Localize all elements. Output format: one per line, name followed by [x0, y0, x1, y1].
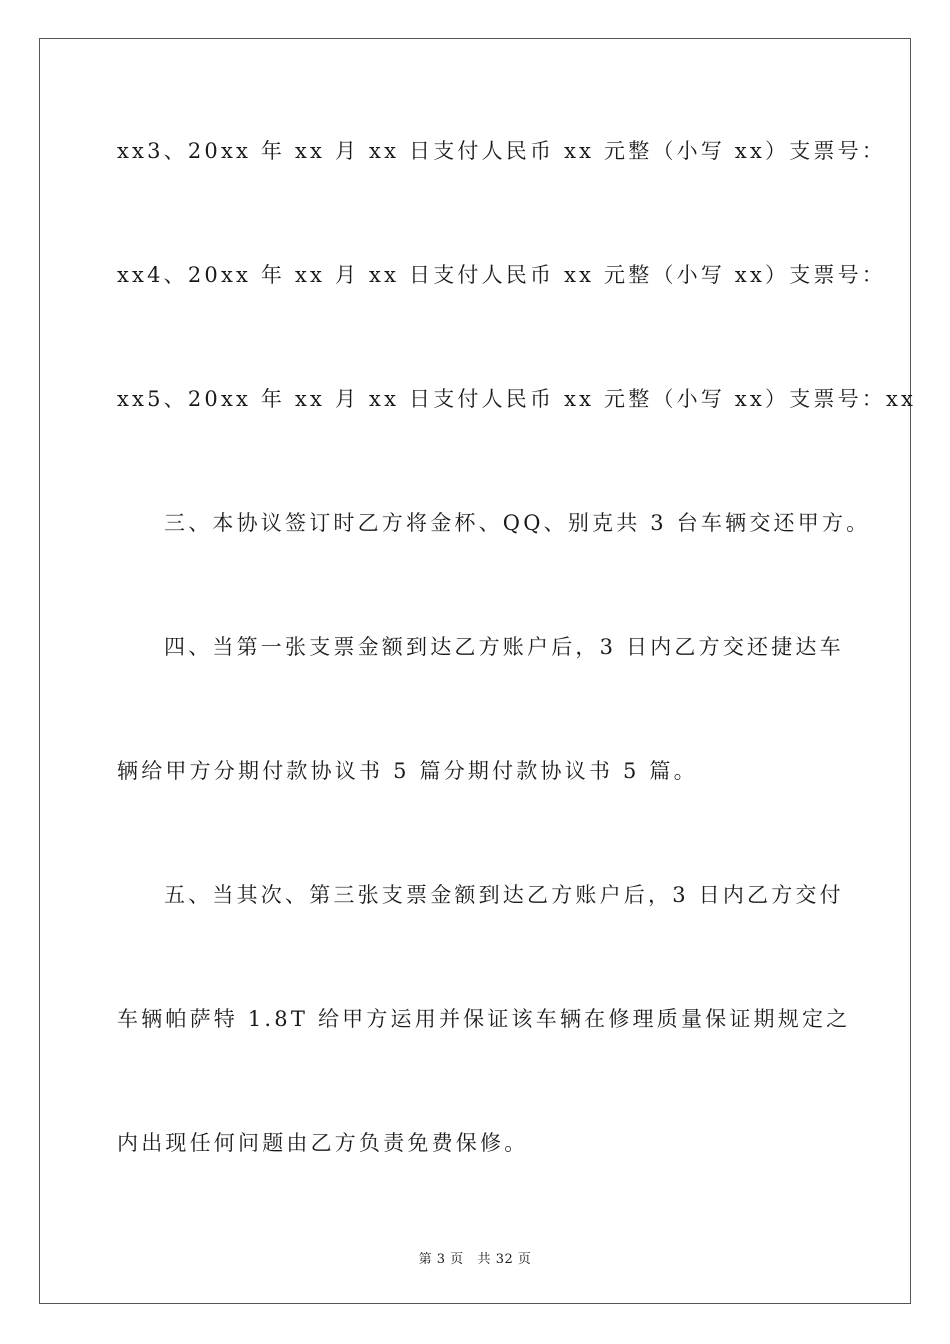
text-line-3: xx5、20xx 年 xx 月 xx 日支付人民币 xx 元整（小写 xx）支票号：xx — [117, 387, 917, 411]
text-line-4: 三、本协议签订时乙方将金杯、QQ、别克共 3 台车辆交还甲方。 — [164, 511, 871, 535]
page-border — [39, 38, 911, 1304]
text-line-1: xx3、20xx 年 xx 月 xx 日支付人民币 xx 元整（小写 xx）支票号： — [117, 139, 887, 163]
page-number-footer: 第 3 页 共 32 页 — [418, 1252, 532, 1267]
text-line-6: 辆给甲方分期付款协议书 5 篇分期付款协议书 5 篇。 — [117, 759, 698, 783]
text-line-2: xx4、20xx 年 xx 月 xx 日支付人民币 xx 元整（小写 xx）支票号： — [117, 263, 887, 287]
text-line-9: 内出现任何问题由乙方负责免费保修。 — [117, 1131, 529, 1155]
text-line-5: 四、当第一张支票金额到达乙方账户后，3 日内乙方交还捷达车 — [164, 635, 844, 659]
text-line-7: 五、当其次、第三张支票金额到达乙方账户后，3 日内乙方交付 — [164, 883, 844, 907]
text-line-8: 车辆帕萨特 1.8T 给甲方运用并保证该车辆在修理质量保证期规定之 — [117, 1007, 851, 1031]
